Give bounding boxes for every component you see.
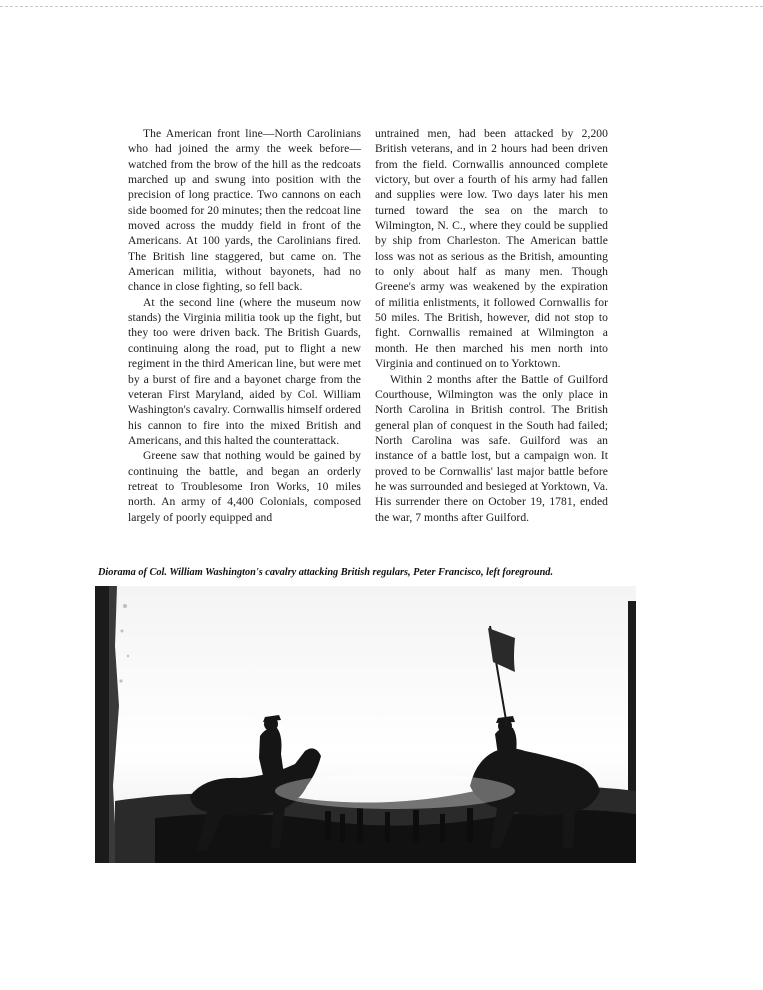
paragraph-second-line: At the second line (where the museum now stands) the Virginia militia took up the fight, but they too were driven back. The British Guards, continuing along the road, put to flight a new regiment in the third American line, but were met by a burst of fire and a bayonet charge from the veteran First Maryland, aided by Col. William Washington's cavalry. Cornwallis himself ordered his cannon to fire into the mixed British and Americans, and this halted the counterattack. bbox=[128, 295, 362, 447]
page-top-border bbox=[0, 6, 763, 7]
right-text-column bbox=[375, 126, 608, 525]
paragraph-continuation: untrained men, had been attacked by 2,200 British veterans, and in 2 hours had been driven from the field. Cornwallis announced complete victory, but over a fourth of his army had fallen and supplies were low. Two days later his men turned toward the sea on the march to Wilmington, N. C., where they could be supplied by ship from Charleston. The American battle loss was not as serious as the British, amounting to only about half as many men. Though Greene's army was weakened by the expiration of militia enlistments, it followed Cornwallis for 50 miles. The British, however, did not stop to fight. Cornwallis remained at Wilmington a month. He then marched his men north into Virginia and continued on to Yorktown. bbox=[375, 127, 608, 371]
figure-caption: Diorama of Col. William Washington's cavalry attacking British regulars, Peter Francisco, left foreground. bbox=[98, 567, 554, 578]
paragraph-front-line: The American front line—North Carolinians who had joined the army the week before—watched from the brow of the hill as the redcoats marched up and swung into position with the precision of long practice. Two cannons on each side boomed for 20 minutes; then the redcoat line moved across the muddy field in front of the Americans. At 100 yards, the Carolinians fired. The British line staggered, but came on. The American militia, without bayonets, had no chance in close fighting, so fell back. bbox=[128, 127, 361, 294]
paragraph-aftermath: Within 2 months after the Battle of Guilford Courthouse, Wilmington was the only place in North Carolina in British control. The British general plan of conquest in the South had failed; North Carolina was safe. Guilford was an instance of a battle lost, but a campaign won. It proved to be Cornwallis' last major battle before he was surrounded and besieged at Yorktown, Va. His surrender there on October 19, 1781, ended the war, 7 months after Guilford. bbox=[375, 372, 608, 524]
paragraph-greene-retreat: Greene saw that nothing would be gained by continuing the battle, and began an orderly retreat to Troublesome Iron Works, 10 miles north. An army of 4,400 Colonials, composed largely of poorly equipped and bbox=[128, 449, 361, 524]
left-text-column bbox=[128, 126, 361, 525]
diorama-photo bbox=[95, 586, 636, 863]
